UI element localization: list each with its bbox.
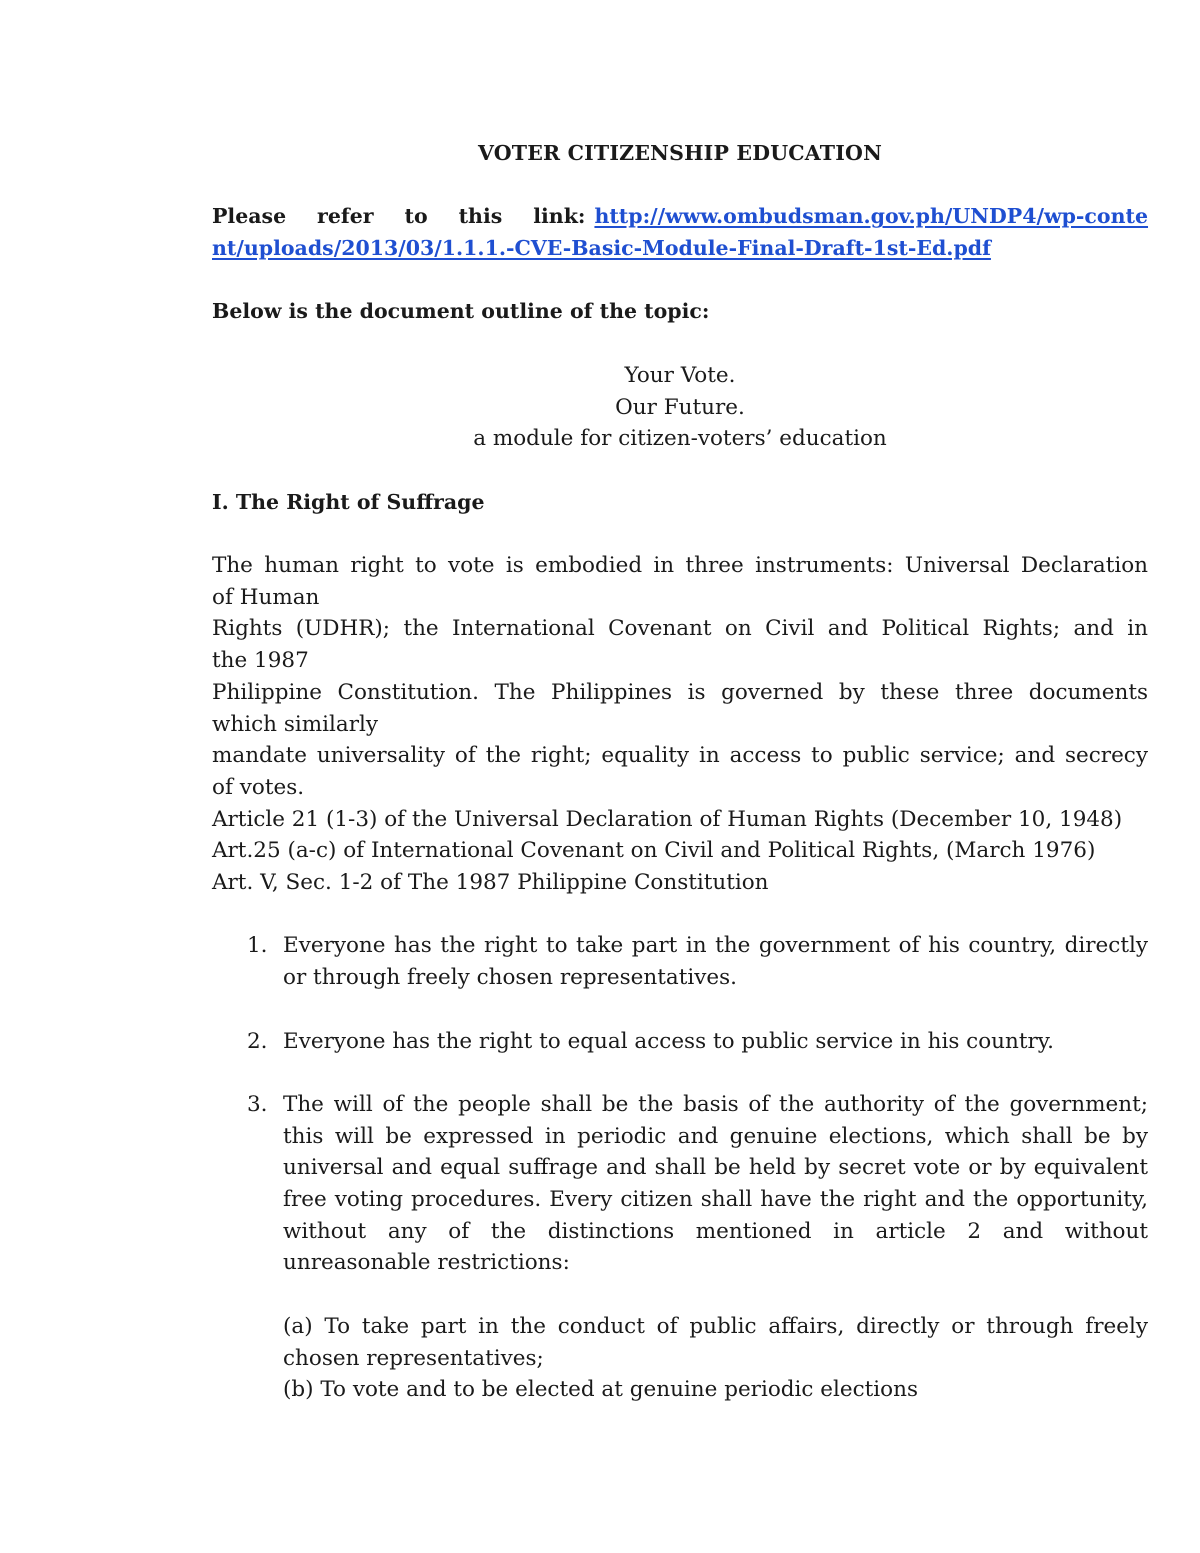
body-line: the 1987 xyxy=(212,648,309,674)
body-line: of Human xyxy=(212,584,320,610)
list-item xyxy=(212,930,1148,993)
reference-label: Please refer to this link: xyxy=(212,204,586,229)
reference-paragraph xyxy=(212,201,1148,264)
body-line: Art.25 (a-c) of International Covenant on Civil and Political Rights, (March 1976) xyxy=(212,838,1096,864)
section-body xyxy=(212,550,1148,899)
subtitle-line: a module for citizen-voters’ education xyxy=(473,426,887,452)
list-item xyxy=(212,1026,1148,1058)
document-content xyxy=(212,138,1148,1406)
section-heading: I. The Right of Suffrage xyxy=(212,489,485,514)
body-line: of votes. xyxy=(212,774,305,800)
subtitle-line: Your Vote. xyxy=(624,362,736,388)
rights-list xyxy=(212,930,1148,1406)
body-line: Article 21 (1-3) of the Universal Declaration of Human Rights (December 10, 1948) xyxy=(212,806,1123,832)
body-line: mandate universality of the right; equality in access to public service; and secrecy xyxy=(212,743,1148,769)
sub-clauses xyxy=(283,1311,1148,1406)
sub-clause: (a) To take part in the conduct of public affairs, directly or through freely chosen representatives; xyxy=(283,1313,1148,1371)
document-title: VOTER CITIZENSHIP EDUCATION xyxy=(477,141,883,165)
list-number: 3. xyxy=(247,1091,268,1117)
body-line: Art. V, Sec. 1-2 of The 1987 Philippine Constitution xyxy=(212,870,769,896)
module-subtitle xyxy=(212,360,1148,455)
reference-link[interactable]: http://www.ombudsman.gov.ph/UNDP4/wp-content/uploads/2013/03/1.1.1.-CVE-Basic-Module-Final-Draft-1st-Ed.pdf xyxy=(212,204,1149,261)
outline-heading: Below is the document outline of the topic: xyxy=(212,299,710,324)
body-line: Rights (UDHR); the International Covenant on Civil and Political Rights; and in xyxy=(212,616,1148,642)
body-line: Philippine Constitution. The Philippines is governed by these three documents xyxy=(212,679,1148,705)
body-line: which similarly xyxy=(212,711,379,737)
list-number: 2. xyxy=(247,1028,268,1054)
list-item-text: Everyone has the right to equal access to public service in his country. xyxy=(283,1028,1054,1054)
list-item-text: Everyone has the right to take part in the government of his country, directly or through freely chosen representatives. xyxy=(283,933,1148,991)
sub-clause: (b) To vote and to be elected at genuine periodic elections xyxy=(283,1377,918,1403)
list-item xyxy=(212,1089,1148,1406)
body-line: The human right to vote is embodied in three instruments: Universal Declaration xyxy=(212,553,1148,579)
list-item-text: The will of the people shall be the basis of the authority of the government; this will be expressed in periodic and genuine elections, which shall be by universal and equal suffrage and shall be held by secret vote or by equivalent free voting procedures. Every citizen shall have the right and the opportunity, without any of the distinctions mentioned in article 2 and without unreasonable restrictions: xyxy=(283,1091,1148,1276)
list-number: 1. xyxy=(247,933,268,959)
subtitle-line: Our Future. xyxy=(615,394,745,420)
